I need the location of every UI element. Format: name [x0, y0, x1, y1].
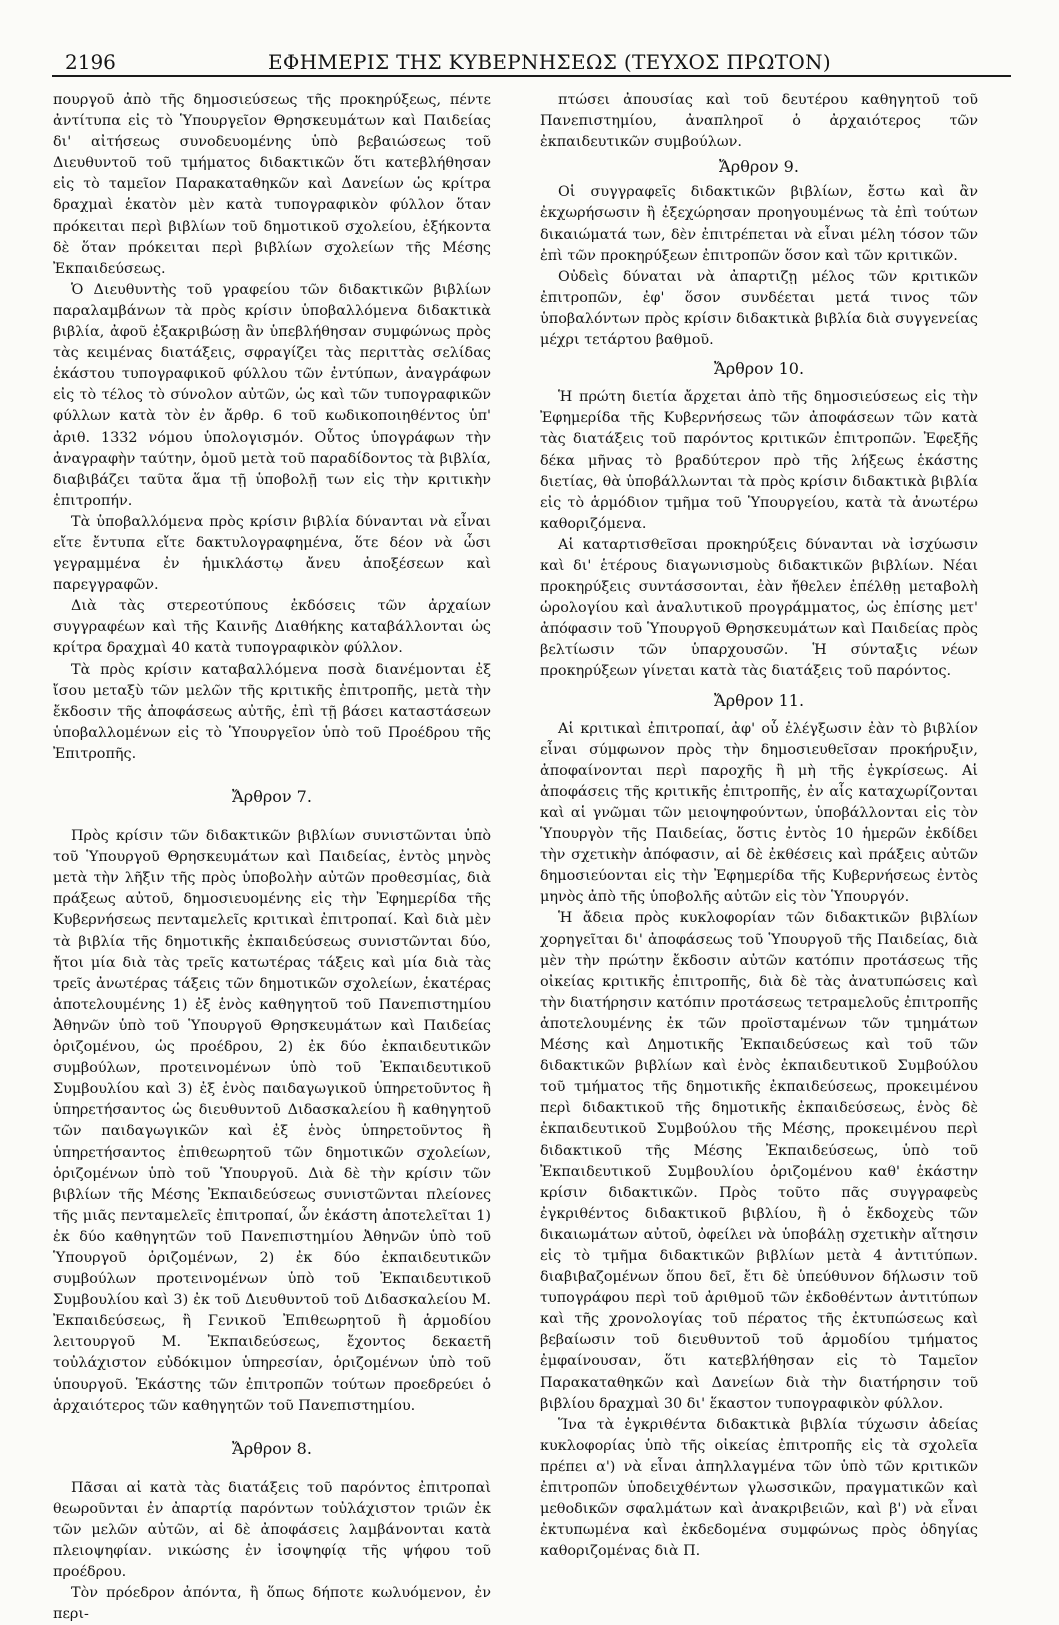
article-11-heading: Ἄρθρον 11. [713, 690, 805, 710]
paragraph: Ὁ Διευθυντὴς τοῦ γραφείου τῶν διδακτικῶν βιβλίων παραλαμβάνων τὰ πρὸς κρίσιν ὑποβαλλόμενα διδακτικὰ βιβλία, ἀφοῦ ἐξακριβώσῃ ἂν ὑπεβλήθησαν συμφώνως πρὸς τὰς κειμένας διατάξεις, σφραγίζει τὰς περιττὰς σελίδας ἑκάστου τυπογραφικοῦ φύλλου τῶν ἐντύπων, ἀναγράφων εἰς τὸ τέλος τὸ σύνολον αὐτῶν, ὡς καὶ τῶν τυπογραφικῶν φύλλων κατὰ τὸν ἐν ἄρθρ. 6 τοῦ κωδικοποιηθέντος ὑπ' ἀριθ. 1332 νόμου ὑπολογισμόν. Οὗτος ὑπογράφων τὴν ἀναγραφὴν ταύτην, ὁμοῦ μετὰ τοῦ παραδίδοντος τὰ βιβλία, διαβιβάζει ταῦτα ἅμα τῇ ὑποβολῇ των εἰς τὴν κριτικὴν ἐπιτροπήν. [53, 281, 491, 509]
paragraph: Οὐδεὶς δύναται νὰ ἀπαρτιζῃ μέλος τῶν κριτικῶν ἐπιτροπῶν, ἐφ' ὅσον συνδέεται μετά τινος τῶν ὑποβαλόντων πρὸς κρίσιν διδακτικὰ βιβλία διὰ συγγενείας μέχρι τετάρτου βαθμοῦ. [540, 268, 978, 349]
page-number: 2196 [65, 50, 116, 74]
paragraph: πουργοῦ ἀπὸ τῆς δημοσιεύσεως τῆς προκηρύξεως, πέντε ἀντίτυπα εἰς τὸ Ὑπουργεῖον Θρησκευμάτων καὶ Παιδείας δι' αἰτήσεως συνοδευομένης ὑπὸ βεβαιώσεως τοῦ Διευθυντοῦ τοῦ τμήματος διδακτικῶν ὅτι κατεβλήθησαν εἰς τὸ ταμεῖον Παρακαταθηκῶν καὶ Δανείων ὡς κρίτρα δραχμαὶ ἑκατὸν μὲν κατὰ τυπογραφικὸν φύλλον ὅταν πρόκειται περὶ βιβλίων τοῦ δημοτικοῦ σχολείου, ἑξήκοντα δὲ ὅταν πρόκειται περὶ βιβλίων σχολείων τῆς Μέσης Ἐκπαιδεύσεως. [53, 92, 491, 277]
paragraph: Τὰ ὑποβαλλόμενα πρὸς κρίσιν βιβλία δύνανται νὰ εἶναι εἴτε ἔντυπα εἴτε δακτυλογραφημένα, ὅτε δέον νὰ ὦσι γεγραμμένα ἐν ἡμικλάστῳ ἄνευ ἀποξέσεων καὶ παρεγγραφῶν. [53, 513, 491, 594]
paragraph: Τὸν πρόεδρον ἀπόντα, ἢ ὅπως δήποτε κωλυόμενον, ἐν περι- [53, 1585, 491, 1623]
paragraph: Τὰ πρὸς κρίσιν καταβαλλόμενα ποσὰ διανέμονται ἐξ ἴσου μεταξὺ τῶν μελῶν τῆς κριτικῆς ἐπιτροπῆς, μετὰ τὴν ἔκδοσιν τῆς ἀποφάσεως αὐτῆς, ἐπὶ τῇ βάσει καταστάσεων ὑποβαλλομένων εἰς τὸ Ὑπουργεῖον ὑπὸ τοῦ Προέδρου τῆς Ἐπιτροπῆς. [53, 661, 491, 762]
header-rule [52, 75, 1011, 77]
paragraph: Αἱ κριτικαὶ ἐπιτροπαί, ἀφ' οὗ ἐλέγξωσιν ἐὰν τὸ βιβλίον εἶναι σύμφωνον πρὸς τὴν δημοσιευθεῖσαν προκήρυξιν, ἀποφαίνονται περὶ παροχῆς ἢ μὴ τῆς ἐγκρίσεως. Αἱ ἀποφάσεις τῆς κριτικῆς ἐπιτροπῆς, ἐν αἷς καταχωρίζονται καὶ αἱ γνῶμαι τῶν μειοψηφούντων, ὑποβάλλονται εἰς τὸν Ὑπουργὸν τῆς Παιδείας, ὅστις ἐντὸς 10 ἡμερῶν ἐκδίδει τὴν σχετικὴν ἀπόφασιν, αἱ δὲ ἐκθέσεις καὶ πράξεις αὐτῶν δημοσιεύονται εἰς τὴν Ἐφημερίδα τῆς Κυβερνήσεως ἐντὸς μηνὸς ἀπὸ τῆς ὑποβολῆς αὐτῶν εἰς τὸν Ὑπουργόν. [540, 720, 978, 906]
article-7-heading: Ἄρθρον 7. [232, 787, 312, 806]
paragraph: Ἡ πρώτη διετία ἄρχεται ἀπὸ τῆς δημοσιεύσεως εἰς τὴν Ἐφημερίδα τῆς Κυβερνήσεως τῶν ἀποφάσεων τῶν κατὰ τὰς διατάξεις τοῦ παρόντος κριτικῶν ἐπιτροπῶν. Ἐφεξῆς δέκα μῆνας τὸ βραδύτερον πρὸ τῆς λήξεως ἑκάστης διετίας, θὰ ὑποβάλλωνται τὰ πρὸς κρίσιν διδακτικὰ βιβλία εἰς τὸ ἁρμόδιον τμῆμα τοῦ Ὑπουργείου, κατὰ τὰ ἀνωτέρω καθοριζόμενα. [540, 389, 978, 532]
paragraph: Πρὸς κρίσιν τῶν διδακτικῶν βιβλίων συνιστῶνται ὑπὸ τοῦ Ὑπουργοῦ Θρησκευμάτων καὶ Παιδείας, ἐντὸς μηνὸς μετὰ τὴν λῆξιν τῆς πρὸς ὑποβολὴν αὐτῶν προθεσμίας, διὰ πράξεως αὐτοῦ, δημοσιευομένης εἰς τὴν Ἐφημερίδα τῆς Κυβερνήσεως πενταμελεῖς κριτικαὶ ἐπιτροπαί. Καὶ διὰ μὲν τὰ βιβλία τῆς δημοτικῆς ἐκπαιδεύσεως συνιστῶνται δύο, ἤτοι μία διὰ τὰς τρεῖς κατωτέρας τάξεις καὶ μία διὰ τὰς τρεῖς ἀνωτέρας τάξεις τῶν δημοτικῶν σχολείων, ἑκατέρας ἀποτελουμένης 1) ἐξ ἑνὸς καθηγητοῦ τοῦ Πανεπιστημίου Ἀθηνῶν ὑπὸ τοῦ Ὑπουργοῦ Θρησκευμάτων καὶ Παιδείας ὁριζομένου, ὡς προέδρου, 2) ἐκ δύο ἐκπαιδευτικῶν συμβούλων, προτεινομένων ὑπὸ τοῦ Ἐκπαιδευτικοῦ Συμβουλίου καὶ 3) ἐξ ἑνὸς παιδαγωγικοῦ ὑπηρετοῦντος ἢ ὑπηρετήσαντος ὡς διευθυντοῦ Διδασκαλείου ἢ καθηγητοῦ τῶν παιδαγωγικῶν καὶ ἐξ ἑνὸς ὑπηρετοῦντος ἢ ὑπηρετήσαντος ἐπιθεωρητοῦ τῶν δημοτικῶν σχολείων, ὁριζομένων ὑπὸ τοῦ Ὑπουργοῦ. Διὰ δὲ τὴν κρίσιν τῶν βιβλίων τῆς Μέσης Ἐκπαιδεύσεως συνιστῶνται πλείονες τῆς μιᾶς πενταμελεῖς ἐπιτροπαί, ὧν ἑκάστη ἀποτελεῖται 1) ἐκ δύο καθηγητῶν τοῦ Πανεπιστημίου Ἀθηνῶν ὑπὸ τοῦ Ὑπουργοῦ ὁριζομένων, 2) ἐκ δύο ἐκπαιδευτικῶν συμβούλων προτεινομένων ὑπὸ τοῦ Ἐκπαιδευτικοῦ Συμβουλίου καὶ 3) ἐκ τοῦ Διευθυντοῦ τοῦ Διδασκαλείου Μ. Ἐκπαιδεύσεως, ἢ Γενικοῦ Ἐπιθεωρητοῦ ἢ ἁρμοδίου λειτουργοῦ Μ. Ἐκπαιδεύσεως, ἔχοντος δεκαετῆ τοὐλάχιστον εὐδόκιμον ὑπηρεσίαν, ὁριζομένων ὑπὸ τοῦ ὑπουργοῦ. Ἑκάστης τῶν ἐπιτροπῶν τούτων προεδρεύει ὁ ἀρχαιότερος τῶν καθηγητῶν τοῦ Πανεπιστημίου. [53, 828, 491, 1414]
paragraph: Ἵνα τὰ ἐγκριθέντα διδακτικὰ βιβλία τύχωσιν ἀδείας κυκλοφορίας ὑπὸ τῆς οἰκείας ἐπιτροπῆς εἰς τὰ σχολεῖα πρέπει α') νὰ εἶναι ἀπηλλαγμένα τῶν ὑπὸ τῶν κριτικῶν ἐπιτροπῶν ὑποδειχθέντων γλωσσικῶν, πραγματικῶν καὶ μεθοδικῶν σφαλμάτων καὶ ἀνακριβειῶν, καὶ β') νὰ εἶναι ἐκτυπωμένα καὶ ἐκδεδομένα συμφώνως πρὸς ὁδηγίας καθοριζομένας διὰ Π. [540, 1416, 978, 1560]
article-8-heading: Ἄρθρον 8. [232, 1438, 312, 1458]
paragraph: Αἱ καταρτισθεῖσαι προκηρύξεις δύνανται νὰ ἰσχύωσιν καὶ δι' ἑτέρους διαγωνισμοὺς διδακτικῶν βιβλίων. Νέαι προκηρύξεις συντάσσονται, ἐὰν ἤθελεν ἐπέλθῃ μεταβολὴ ὡρολογίου καὶ ἀναλυτικοῦ προγράμματος, ὡς ἐπίσης μετ' ἀπόφασιν τοῦ Ὑπουργοῦ Θρησκευμάτων καὶ Παιδείας πρὸς βελτίωσιν τῶν ὑπαρχουσῶν. Ἡ σύνταξις νέων προκηρύξεων γίνεται κατὰ τὰς διατάξεις τοῦ παρόντος. [540, 536, 978, 680]
paragraph: Οἱ συγγραφεῖς διδακτικῶν βιβλίων, ἔστω καὶ ἂν ἐκχωρήσωσιν ἢ ἐξεχώρησαν προηγουμένως τὰ ἐπὶ τούτων δικαιώματά των, δὲν ἐπιτρέπεται νὰ εἶναι μέλη τόσον τῶν ἐπὶ τῶν προκηρύξεων ἐπιτροπῶν ὅσον καὶ τῶν κριτικῶν. [540, 184, 978, 264]
right-column [540, 90, 978, 1562]
running-title: ΕΦΗΜΕΡΙΣ ΤΗΣ ΚΥΒΕΡΝΗΣΕΩΣ (ΤΕΥΧΟΣ ΠΡΩΤΟΝ) [268, 50, 831, 74]
paragraph: Πᾶσαι αἱ κατὰ τὰς διατάξεις τοῦ παρόντος ἐπιτροπαὶ θεωροῦνται ἐν ἀπαρτίᾳ παρόντων τοὐλάχιστον τριῶν ἐκ τῶν μελῶν αὐτῶν, αἱ δὲ ἀποφάσεις λαμβάνονται κατὰ πλειοψηφίαν. νικώσης ἐν ἰσοψηφίᾳ τῆς ψήφου τοῦ προέδρου. [53, 1479, 491, 1581]
article-9-heading: Ἄρθρον 9. [719, 157, 799, 177]
paragraph: πτώσει ἀπουσίας καὶ τοῦ δευτέρου καθηγητοῦ τοῦ Πανεπιστημίου, ἀναπληροῖ ὁ ἀρχαιότερος τῶν ἐκπαιδευτικῶν συμβούλων. [540, 92, 978, 151]
left-column [53, 90, 491, 1625]
article-10-heading: Ἄρθρον 10. [713, 359, 805, 379]
paragraph: Ἡ ἄδεια πρὸς κυκλοφορίαν τῶν διδακτικῶν βιβλίων χορηγεῖται δι' ἀποφάσεως τοῦ Ὑπουργοῦ τῆς Παιδείας, διὰ μὲν τὴν πρώτην ἔκδοσιν αὐτῶν κατόπιν προτάσεως τῆς οἰκείας κριτικῆς ἐπιτροπῆς, διὰ δὲ τὰς ἀνατυπώσεις καὶ τὴν διατήρησιν κατόπιν προτάσεως τετραμελοῦς ἐπιτροπῆς ἀποτελουμένης ἐκ τῶν προϊσταμένων τῶν τμημάτων Μέσης καὶ Δημοτικῆς Ἐκπαιδεύσεως καὶ τοῦ τῶν διδακτικῶν βιβλίων καὶ ἑνὸς ἐκπαιδευτικοῦ Συμβούλου τοῦ τμήματος τῆς δημοτικῆς ἐκπαιδεύσεως, προκειμένου περὶ διδακτικοῦ τῆς δημοτικῆς ἐκπαιδεύσεως, ἑνὸς δὲ ἐκπαιδευτικοῦ Συμβούλου τῆς Μέσης, προκειμένου περὶ διδακτικοῦ τῆς Μέσης Ἐκπαιδεύσεως, ὑπὸ τοῦ Ἐκπαιδευτικοῦ Συμβουλίου ὁριζομένου καθ' ἑκάστην κρίσιν διδακτικῶν. Πρὸς τοῦτο πᾶς συγγραφεὺς ἐγκριθέντος διδακτικοῦ βιβλίου, ἢ ὁ ἔκδοχεὺς τῶν δικαιωμάτων αὐτοῦ, ὀφείλει νὰ ὑποβάλῃ σχετικὴν αἴτησιν εἰς τὸ τμῆμα διδακτικῶν βιβλίων μετὰ 4 ἀντιτύπων. διαβιβαζομένων ὅπου δεῖ, ἔτι δὲ ὑπεύθυνον δήλωσιν τοῦ τυπογράφου περὶ τοῦ ἀριθμοῦ τῶν ἐκδοθέντων ἀντιτύπων καὶ τῆς χρονολογίας τοῦ πέρατος τῆς ἐκτυπώσεως καὶ βεβαίωσιν τοῦ διευθυντοῦ τοῦ ἁρμοδίου τμήματος ἐμφαίνουσαν, ὅτι κατεβλήθησαν εἰς τὸ Ταμεῖον Παρακαταθηκῶν καὶ Δανείων διὰ τὴν διατήρησιν τοῦ βιβλίου δραχμαὶ 30 δι' ἕκαστον τυπογραφικὸν φύλλον. [540, 910, 978, 1412]
paragraph: Διὰ τὰς στερεοτύπους ἐκδόσεις τῶν ἀρχαίων συγγραφέων καὶ τῆς Καινῆς Διαθήκης καταβάλλονται ὡς κρίτρα δραχμαὶ 40 κατὰ τυπογραφικὸν φύλλον. [53, 598, 491, 657]
